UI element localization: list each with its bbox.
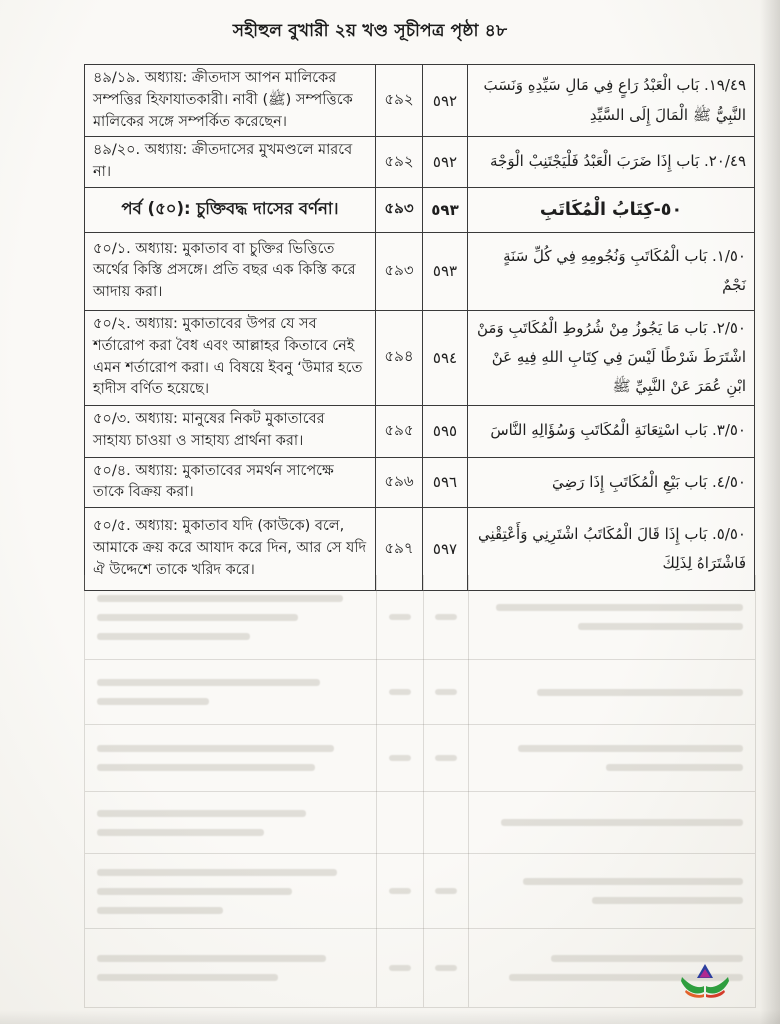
bengali-page-number: ৫৯৩ bbox=[376, 232, 423, 310]
ghost-row bbox=[85, 575, 755, 660]
arabic-chapter-title: ٢/٥٠. بَاب مَا يَجُوزُ مِنْ شُرُوطِ الْمُكَاتَبِ وَمَنْ اشْتَرَطَ شَرْطًا لَيْسَ فِي كِتَابِ اللهِ فِيهِ عَنْ ابْنِ عُمَرَ عَنْ النَّبِيِّ ﷺ bbox=[468, 310, 755, 405]
arabic-page-number: ٥٩٧ bbox=[423, 508, 468, 591]
bleed-through-table bbox=[84, 575, 756, 1008]
ghost-row bbox=[85, 725, 755, 792]
table-row bbox=[85, 405, 755, 457]
ghost-column-line bbox=[423, 575, 424, 1007]
bengali-page-number: ৫৯৭ bbox=[376, 508, 423, 591]
ghost-row bbox=[85, 660, 755, 725]
bengali-chapter-title: ৫০/৩. অধ্যায়: মানুষের নিকট মুকাতাবের সাহায্য চাওয়া ও সাহায্য প্রার্থনা করা। bbox=[85, 405, 376, 457]
bengali-chapter-title: ৪৯/২০. অধ্যায়: ক্রীতদাসের মুখমণ্ডলে মারবে না। bbox=[85, 137, 376, 188]
arabic-chapter-title: ٣/٥٠. بَاب اسْتِعَانَةِ الْمُكَاتَبِ وَسُؤَالِهِ النَّاسَ bbox=[468, 405, 755, 457]
arabic-chapter-title: ٤/٥٠. بَاب بَيْعِ الْمُكَاتَبِ إِذَا رَضِيَ bbox=[468, 457, 755, 508]
table-row bbox=[85, 232, 755, 310]
arabic-page-number: ٥٩٢ bbox=[423, 65, 468, 137]
arabic-section-title: ٥٠-كِتَابُ الْمُكَاتَبِ bbox=[468, 187, 755, 232]
ghost-row bbox=[85, 854, 755, 929]
bengali-page-number: ৫৯৫ bbox=[376, 405, 423, 457]
bengali-page-number: ৫৯৩ bbox=[376, 187, 423, 232]
page-edge-shadow bbox=[760, 0, 780, 1024]
ghost-column-line bbox=[468, 575, 469, 1007]
bengali-chapter-title: ৫০/৫. অধ্যায়: মুকাতাব যদি (কাউকে) বলে, আমাকে ক্রয় করে আযাদ করে দিন, আর সে যদি ঐ উদ্দেশে তাকে খরিদ করে। bbox=[85, 508, 376, 591]
arabic-chapter-title: ١/٥٠. بَاب الْمُكَاتَبِ وَنُجُومِهِ فِي كُلِّ سَنَةٍ نَجْمٌ bbox=[468, 232, 755, 310]
table-row bbox=[85, 65, 755, 137]
arabic-page-number: ٥٩٦ bbox=[423, 457, 468, 508]
table-of-contents bbox=[84, 64, 755, 591]
arabic-page-number: ٥٩٢ bbox=[423, 137, 468, 188]
arabic-page-number: ٥٩٤ bbox=[423, 310, 468, 405]
table-row bbox=[85, 137, 755, 188]
bengali-chapter-title: ৫০/২. অধ্যায়: মুকাতাবের উপর যে সব শর্তারোপ করা বৈধ এবং আল্লাহর কিতাবে নেই এমন শর্তারোপ করা। এ বিষয়ে ইবনু ‘উমার হতে হাদীস বর্ণিত হয়েছে। bbox=[85, 310, 376, 405]
bengali-page-number: ৫৯৬ bbox=[376, 457, 423, 508]
page-bottom-shadow bbox=[0, 1010, 780, 1024]
bengali-chapter-title: ৪৯/১৯. অধ্যায়: ক্রীতদাস আপন মালিকের সম্পত্তির হিফাযাতকারী। নাবী (ﷺ) সম্পত্তিকে মালিকের সঙ্গে সম্পর্কিত করেছেন। bbox=[85, 65, 376, 137]
bengali-page-number: ৫৯২ bbox=[376, 137, 423, 188]
ghost-column-line bbox=[376, 575, 377, 1007]
section-header-row bbox=[85, 187, 755, 232]
arabic-page-number: ٥٩٣ bbox=[423, 187, 468, 232]
bengali-chapter-title: ৫০/৪. অধ্যায়: মুকাতাবের সমর্থন সাপেক্ষে তাকে বিক্রয় করা। bbox=[85, 457, 376, 508]
arabic-chapter-title: ١٩/٤٩. بَاب الْعَبْدُ رَاعٍ فِي مَالِ سَيِّدِهِ وَنَسَبَ النَّبِيُّ ﷺ الْمَالَ إِلَى السَّيِّدِ bbox=[468, 65, 755, 137]
bengali-chapter-title: ৫০/১. অধ্যায়: মুকাতাব বা চুক্তির ভিত্তিতে অর্থের কিস্তি প্রসঙ্গে। প্রতি বছর এক কিস্তি করে আদায় করা। bbox=[85, 232, 376, 310]
ghost-row bbox=[85, 929, 755, 1007]
page-title: সহীহুল বুখারী ২য় খণ্ড সূচীপত্র পৃষ্ঠা ৪৮ bbox=[232, 21, 508, 41]
table-row bbox=[85, 457, 755, 508]
publisher-logo-icon bbox=[680, 962, 730, 1000]
table-row bbox=[85, 310, 755, 405]
arabic-page-number: ٥٩٥ bbox=[423, 405, 468, 457]
bengali-section-title: পর্ব (৫০): চুক্তিবদ্ধ দাসের বর্ণনা। bbox=[85, 187, 376, 232]
ghost-row bbox=[85, 792, 755, 854]
arabic-page-number: ٥٩٣ bbox=[423, 232, 468, 310]
bengali-page-number: ৫৯২ bbox=[376, 65, 423, 137]
bengali-page-number: ৫৯৪ bbox=[376, 310, 423, 405]
arabic-chapter-title: ٥/٥٠. بَاب إِذَا قَالَ الْمُكَاتَبُ اشْتَرِنِي وَأَعْتِقْنِي فَاشْتَرَاهُ لِذَلِكَ bbox=[468, 508, 755, 591]
arabic-chapter-title: ٢٠/٤٩. بَاب إِذَا ضَرَبَ الْعَبْدُ فَلْيَجْتَنِبْ الْوَجْهَ bbox=[468, 137, 755, 188]
